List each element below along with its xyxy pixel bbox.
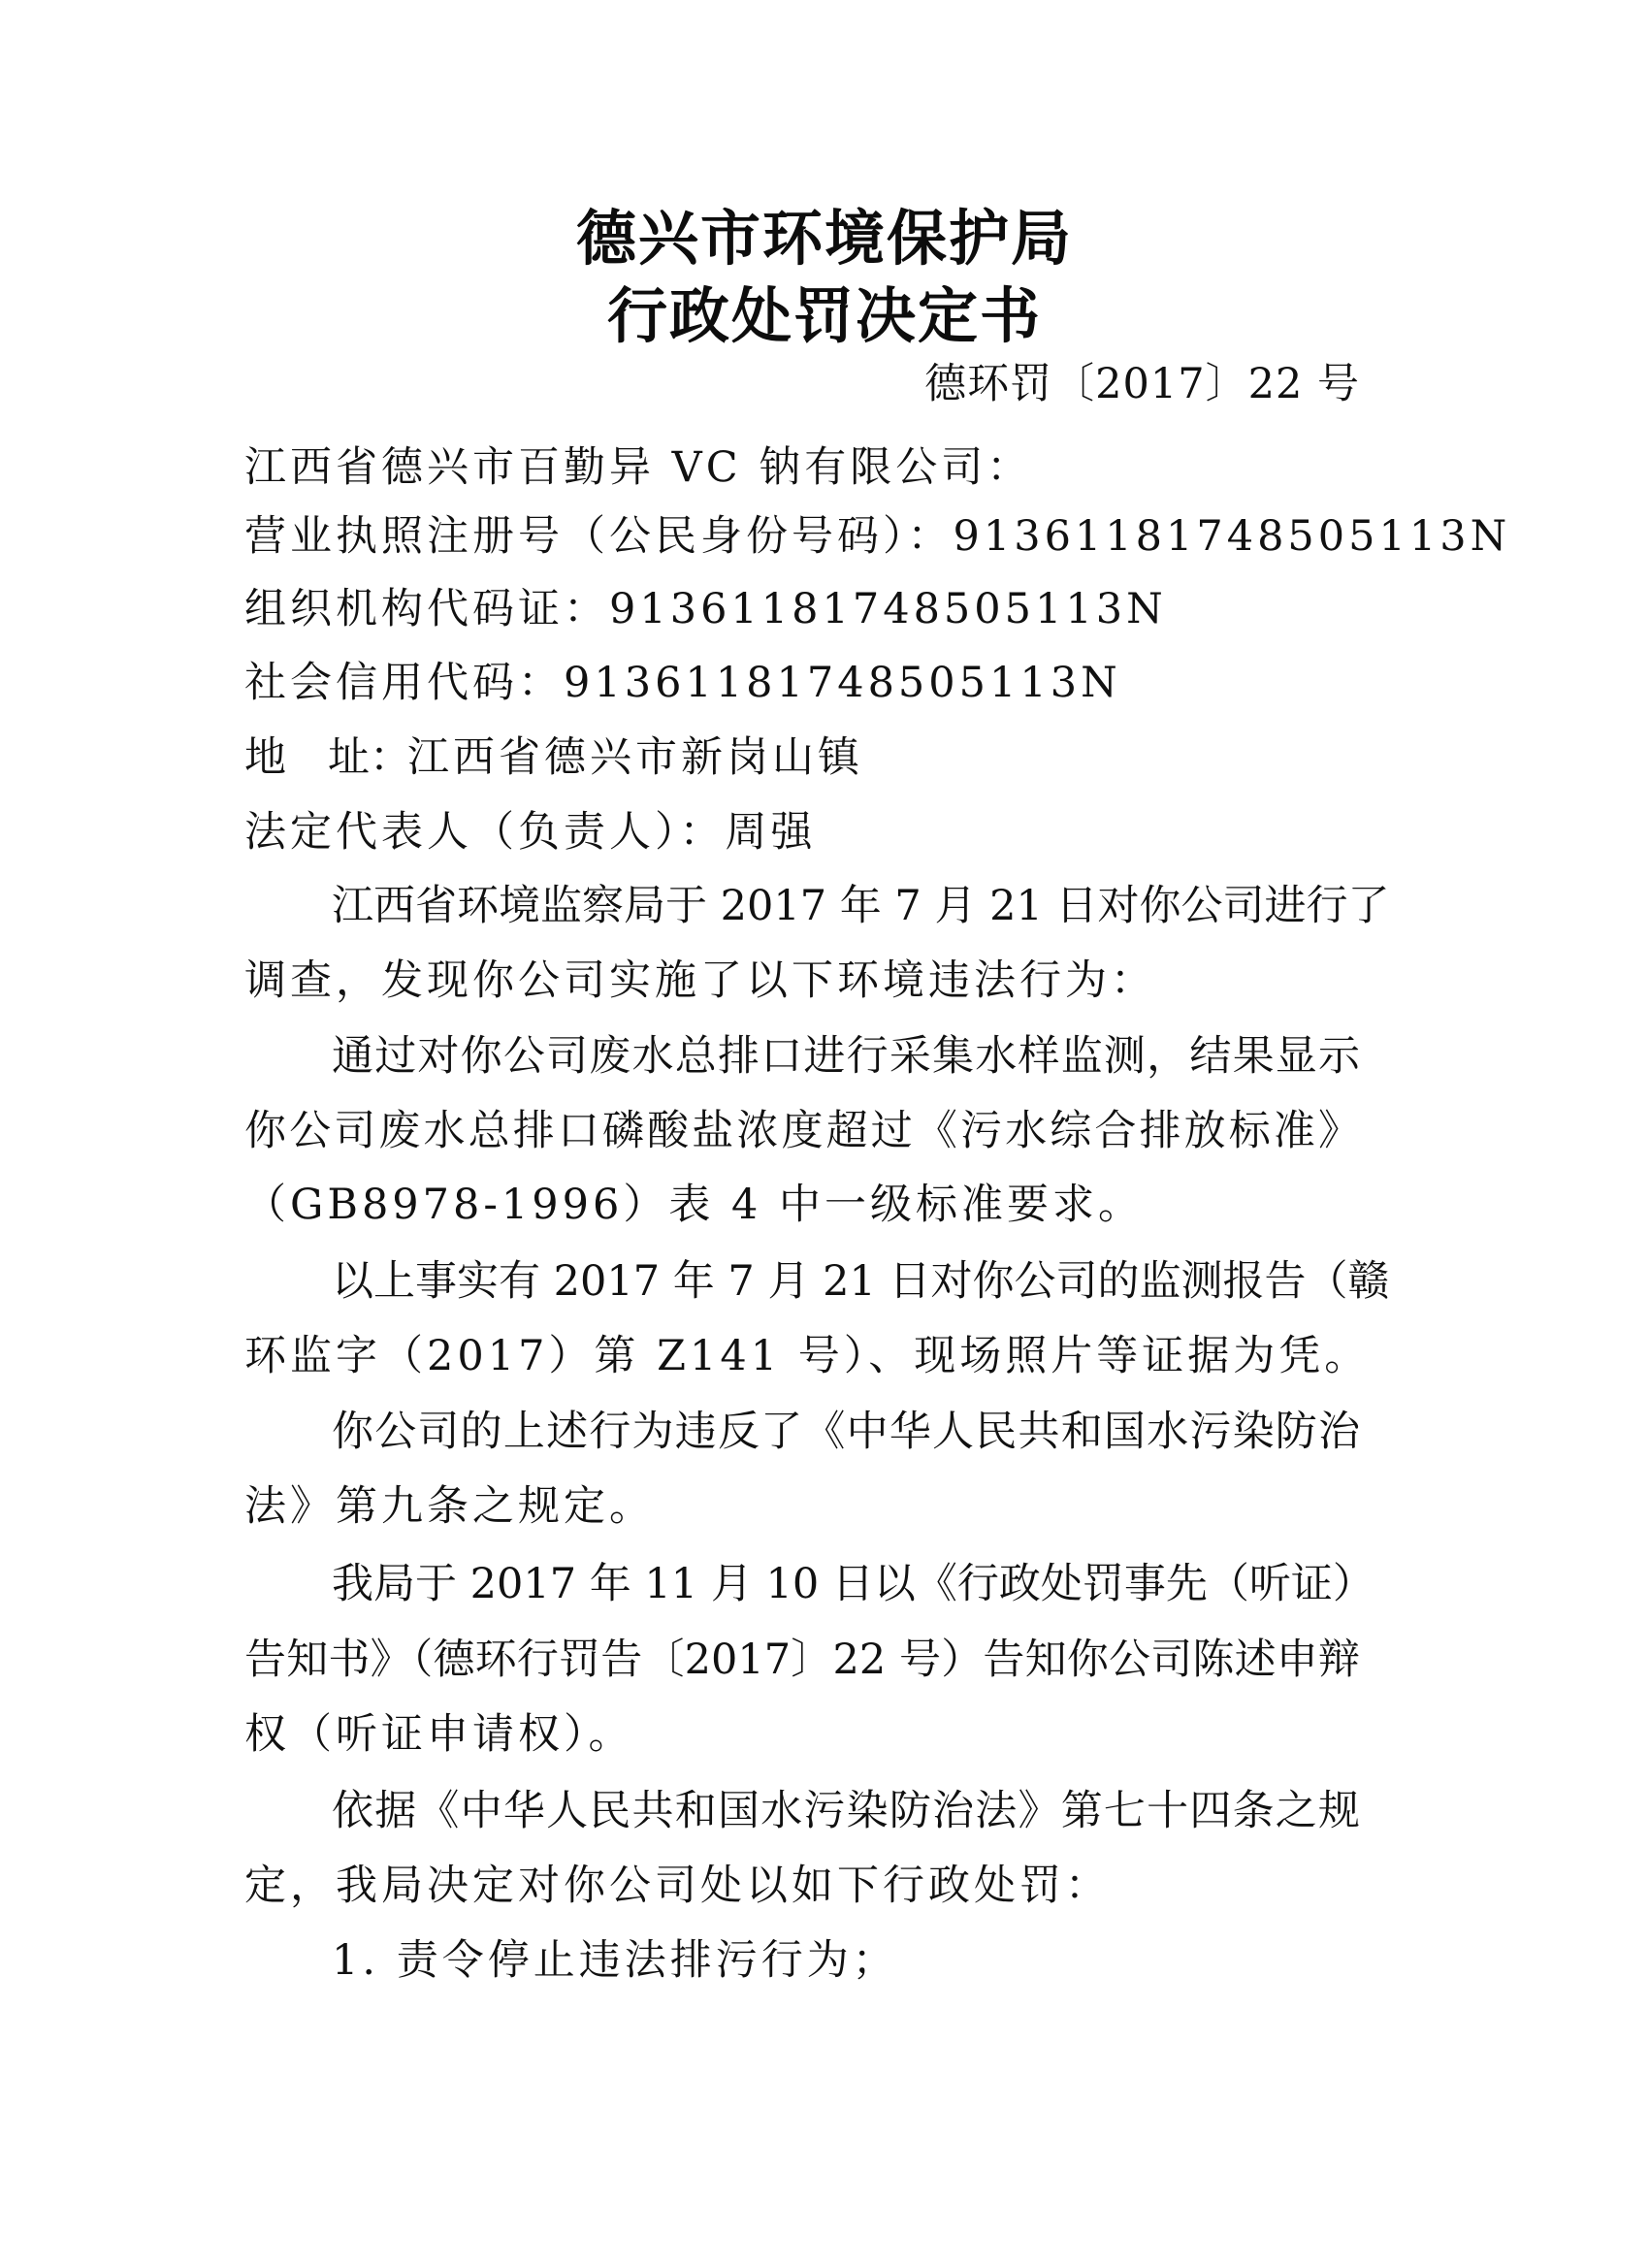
- paragraph-5-line-3: 权（听证申请权）。: [244, 1710, 634, 1759]
- paragraph-2-line-3: （GB8978-1996）表 4 中一级标准要求。: [244, 1181, 1145, 1229]
- penalty-item-1: 1. 责令停止违法排污行为；: [332, 1936, 898, 1985]
- paragraph-1-line-1: 江西省环境监察局于 2017 年 7 月 21 日对你公司进行了: [332, 882, 1390, 930]
- paragraph-3-line-2: 环监字（2017）第 Z141 号）、现场照片等证据为凭。: [244, 1332, 1371, 1380]
- paragraph-6-line-2: 定，我局决定对你公司处以如下行政处罚：: [244, 1862, 1111, 1910]
- paragraph-1-line-2: 调查，发现你公司实施了以下环境违法行为：: [244, 956, 1156, 1005]
- document-title-line2: 行政处罚决定书: [606, 280, 1042, 351]
- document-number: 德环罚〔2017〕22 号: [924, 360, 1360, 408]
- credit-code: 社会信用代码：91361181748505113N: [244, 659, 1121, 707]
- paragraph-5-line-2: 告知书》（德环行罚告〔2017〕22 号）告知你公司陈述申辩: [244, 1636, 1360, 1684]
- paragraph-4-line-1: 你公司的上述行为违反了《中华人民共和国水污染防治: [332, 1408, 1360, 1456]
- paragraph-6-line-1: 依据《中华人民共和国水污染防治法》第七十四条之规: [332, 1787, 1360, 1835]
- paragraph-4-line-2: 法》第九条之规定。: [244, 1482, 655, 1531]
- address-label: 地 址：: [244, 733, 411, 782]
- paragraph-2-line-2: 你公司废水总排口磷酸盐浓度超过《污水综合排放标准》: [244, 1107, 1360, 1155]
- org-code: 组织机构代码证：91361181748505113N: [244, 585, 1167, 633]
- paragraph-3-line-1: 以上事实有 2017 年 7 月 21 日对你公司的监测报告（赣: [332, 1257, 1390, 1306]
- license-number: 营业执照注册号（公民身份号码）：91361181748505113N: [244, 512, 1511, 561]
- party-name: 江西省德兴市百勤异 VC 钠有限公司：: [244, 443, 1033, 492]
- address-value: 江西省德兴市新岗山镇: [407, 733, 863, 782]
- paragraph-5-line-1: 我局于 2017 年 11 月 10 日以《行政处罚事先（听证）: [332, 1560, 1374, 1608]
- address: [244, 729, 863, 787]
- document-title-line1: 德兴市环境保护局: [575, 203, 1073, 274]
- paragraph-2-line-1: 通过对你公司废水总排口进行采集水样监测，结果显示: [332, 1032, 1360, 1081]
- legal-representative: 法定代表人（负责人）：周强: [244, 808, 817, 857]
